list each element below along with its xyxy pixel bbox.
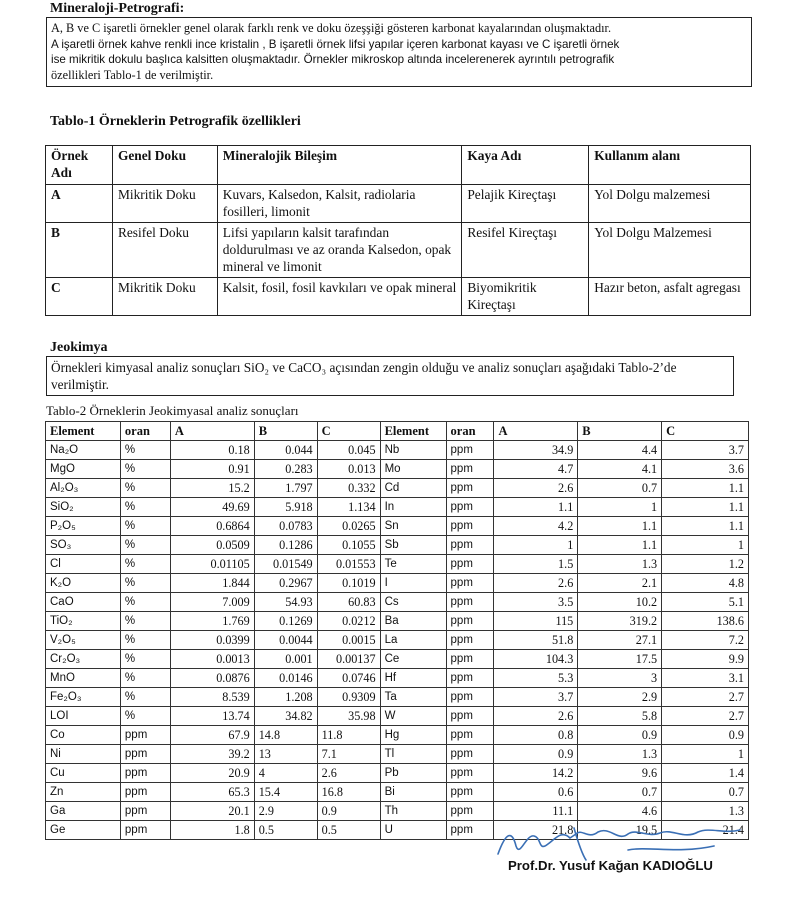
table-cell: Hg — [380, 726, 446, 745]
table-cell: 0.283 — [254, 460, 317, 479]
table-cell: ppm — [120, 783, 170, 802]
table-cell: % — [120, 688, 170, 707]
table-cell: % — [120, 612, 170, 631]
table-cell: 1.1 — [662, 517, 749, 536]
mineraloji-title: Mineraloji-Petrografi: — [50, 1, 185, 16]
table-cell: 3.7 — [494, 688, 578, 707]
table-cell: 11.1 — [494, 802, 578, 821]
table-row — [46, 517, 749, 536]
bilesim-cell: Lifsi yapıların kalsit tarafından doldurulması ve az oranda Kalsedon, opak mineral ve limonit — [217, 223, 462, 278]
jeokimya-text: Örnekleri kimyasal analiz sonuçları SiO₂ ve CaCO₃ açısından zengin olduğu ve analiz sonuçları aşağıdaki Tablo-2’de verilmiştir. — [51, 360, 677, 392]
table-row — [46, 783, 749, 802]
table-cell: ppm — [446, 460, 494, 479]
table-cell: 1.4 — [662, 764, 749, 783]
table-cell: 0.1286 — [254, 536, 317, 555]
table-cell: 2.6 — [494, 479, 578, 498]
table-cell: 65.3 — [170, 783, 254, 802]
table-cell: 5.3 — [494, 669, 578, 688]
table-cell: 3.6 — [662, 460, 749, 479]
col-header-left-a: A — [170, 422, 254, 441]
table-cell: ppm — [446, 802, 494, 821]
table-cell: ppm — [446, 669, 494, 688]
table-cell: Ni — [46, 745, 121, 764]
table-cell: 2.9 — [578, 688, 662, 707]
table-row — [46, 278, 751, 316]
table-cell: 1.844 — [170, 574, 254, 593]
table-cell: 0.6864 — [170, 517, 254, 536]
table-cell: 319.2 — [578, 612, 662, 631]
table-cell: 0.9 — [317, 802, 380, 821]
table-cell: Hf — [380, 669, 446, 688]
table-cell: 0.045 — [317, 441, 380, 460]
table-cell: 1.1 — [494, 498, 578, 517]
kaya-cell: Resifel Kireçtaşı — [462, 223, 589, 278]
petrografi-table — [45, 145, 751, 316]
table-cell: 3.5 — [494, 593, 578, 612]
table-cell: 0.044 — [254, 441, 317, 460]
table-cell: 1.769 — [170, 612, 254, 631]
table-cell: 0.0015 — [317, 631, 380, 650]
table-cell: ppm — [446, 612, 494, 631]
table-cell: 0.9 — [662, 726, 749, 745]
table-cell: 10.2 — [578, 593, 662, 612]
table-cell: ppm — [446, 783, 494, 802]
table-cell: Nb — [380, 441, 446, 460]
table-cell: 4.2 — [494, 517, 578, 536]
table-cell: 5.918 — [254, 498, 317, 517]
tablo2-caption: Tablo-2 Örneklerin Jeokimyasal analiz sonuçları — [46, 403, 299, 418]
table-cell: 0.7 — [662, 783, 749, 802]
table-cell: 0.91 — [170, 460, 254, 479]
jeokimya-text-box — [46, 356, 734, 396]
table-cell: 0.5 — [317, 821, 380, 840]
table-cell: 51.8 — [494, 631, 578, 650]
table-cell: 2.6 — [494, 707, 578, 726]
table-cell: 1 — [578, 498, 662, 517]
table-cell: 0.001 — [254, 650, 317, 669]
table-cell: Fe₂O₃ — [46, 688, 121, 707]
table-cell: 1.797 — [254, 479, 317, 498]
table-cell: ppm — [446, 764, 494, 783]
table-cell: ppm — [120, 802, 170, 821]
table-cell: 20.1 — [170, 802, 254, 821]
kullanim-cell: Yol Dolgu malzemesi — [589, 185, 751, 223]
table-cell: ppm — [446, 821, 494, 840]
table-cell: 34.82 — [254, 707, 317, 726]
col-header-left-oran: oran — [120, 422, 170, 441]
col-header-right-element: Element — [380, 422, 446, 441]
table-row — [46, 707, 749, 726]
table-cell: Sn — [380, 517, 446, 536]
table-cell: Al₂O₃ — [46, 479, 121, 498]
table-cell: 1.1 — [662, 479, 749, 498]
table-row — [46, 631, 749, 650]
table-cell: % — [120, 650, 170, 669]
table-cell: Th — [380, 802, 446, 821]
table-cell: 1 — [662, 745, 749, 764]
table-cell: 49.69 — [170, 498, 254, 517]
doku-cell: Mikritik Doku — [112, 185, 217, 223]
signature-block — [478, 824, 778, 884]
table-cell: In — [380, 498, 446, 517]
table-cell: ppm — [446, 688, 494, 707]
table-cell: 1 — [494, 536, 578, 555]
col-header-left-b: B — [254, 422, 317, 441]
table-cell: 7.2 — [662, 631, 749, 650]
table-cell: Ge — [46, 821, 121, 840]
table-cell: MnO — [46, 669, 121, 688]
table-cell: Ga — [46, 802, 121, 821]
table-row — [46, 612, 749, 631]
table-row — [46, 764, 749, 783]
table-cell: 0.00137 — [317, 650, 380, 669]
table-cell: 0.0746 — [317, 669, 380, 688]
table-cell: % — [120, 460, 170, 479]
table-cell: 20.9 — [170, 764, 254, 783]
jeokimya-title: Jeokimya — [50, 340, 108, 355]
table-cell: % — [120, 574, 170, 593]
table-cell: 4.7 — [494, 460, 578, 479]
col-header-kullanim: Kullanım alanı — [589, 146, 751, 185]
table-cell: 0.2967 — [254, 574, 317, 593]
table-cell: ppm — [446, 479, 494, 498]
table-cell: 5.8 — [578, 707, 662, 726]
table-row — [46, 479, 749, 498]
table-cell: 39.2 — [170, 745, 254, 764]
table-cell: 4.8 — [662, 574, 749, 593]
table-cell: Zn — [46, 783, 121, 802]
table-cell: 4 — [254, 764, 317, 783]
table-cell: 0.0399 — [170, 631, 254, 650]
table-cell: Sb — [380, 536, 446, 555]
table-cell: 1.134 — [317, 498, 380, 517]
table-cell: Te — [380, 555, 446, 574]
table-cell: 0.9309 — [317, 688, 380, 707]
table-cell: ppm — [446, 745, 494, 764]
table-cell: 34.9 — [494, 441, 578, 460]
table-cell: U — [380, 821, 446, 840]
table-cell: 0.0013 — [170, 650, 254, 669]
col-header-right-oran: oran — [446, 422, 494, 441]
table-row — [46, 460, 749, 479]
ornek-cell: C — [46, 278, 113, 316]
table-cell: 0.9 — [578, 726, 662, 745]
table-cell: Pb — [380, 764, 446, 783]
table-cell: 17.5 — [578, 650, 662, 669]
table-cell: 0.1055 — [317, 536, 380, 555]
table-cell: 2.7 — [662, 707, 749, 726]
ornek-cell: A — [46, 185, 113, 223]
table-cell: 54.93 — [254, 593, 317, 612]
table-row — [46, 688, 749, 707]
table-cell: 21.8 — [494, 821, 578, 840]
table-cell: 0.0044 — [254, 631, 317, 650]
table-cell: 1.8 — [170, 821, 254, 840]
table-row — [46, 223, 751, 278]
table-cell: TiO₂ — [46, 612, 121, 631]
bilesim-cell: Kuvars, Kalsedon, Kalsit, radiolaria fosilleri, limonit — [217, 185, 462, 223]
table-cell: ppm — [120, 745, 170, 764]
col-header-right-a: A — [494, 422, 578, 441]
table-cell: 0.7 — [578, 783, 662, 802]
table-cell: La — [380, 631, 446, 650]
table-row — [46, 802, 749, 821]
table-cell: ppm — [120, 764, 170, 783]
table-cell: ppm — [446, 707, 494, 726]
table-cell: 0.013 — [317, 460, 380, 479]
table-cell: 0.0146 — [254, 669, 317, 688]
table-cell: 0.5 — [254, 821, 317, 840]
table-cell: 60.83 — [317, 593, 380, 612]
table-header-row — [46, 146, 751, 185]
table-cell: Ba — [380, 612, 446, 631]
table-cell: MgO — [46, 460, 121, 479]
table-cell: 4.6 — [578, 802, 662, 821]
table-row — [46, 650, 749, 669]
table-cell: 19.5 — [578, 821, 662, 840]
table-cell: P₂O₅ — [46, 517, 121, 536]
table-cell: SiO₂ — [46, 498, 121, 517]
table-cell: % — [120, 536, 170, 555]
table-cell: W — [380, 707, 446, 726]
jeokimya-table — [45, 421, 749, 840]
table-cell: 0.0212 — [317, 612, 380, 631]
table-cell: 4.1 — [578, 460, 662, 479]
table-cell: ppm — [120, 726, 170, 745]
table-cell: 5.1 — [662, 593, 749, 612]
table-cell: ppm — [446, 517, 494, 536]
table-cell: % — [120, 517, 170, 536]
table-cell: 1.5 — [494, 555, 578, 574]
table-cell: % — [120, 669, 170, 688]
table-cell: 0.9 — [494, 745, 578, 764]
table-cell: 14.2 — [494, 764, 578, 783]
table-cell: ppm — [446, 498, 494, 517]
mineraloji-text-box — [46, 17, 752, 87]
table-cell: 2.9 — [254, 802, 317, 821]
table-cell: 1.3 — [578, 745, 662, 764]
table-cell: 0.0509 — [170, 536, 254, 555]
kaya-cell: Pelajik Kireçtaşı — [462, 185, 589, 223]
table-cell: 2.1 — [578, 574, 662, 593]
table-cell: SO₃ — [46, 536, 121, 555]
table-cell: 138.6 — [662, 612, 749, 631]
table-cell: 9.6 — [578, 764, 662, 783]
table-row — [46, 593, 749, 612]
table-cell: 1.3 — [578, 555, 662, 574]
table-cell: 4.4 — [578, 441, 662, 460]
table-cell: Co — [46, 726, 121, 745]
table-cell: 67.9 — [170, 726, 254, 745]
table-cell: 2.7 — [662, 688, 749, 707]
table-row — [46, 536, 749, 555]
table-cell: 3 — [578, 669, 662, 688]
table-cell: 1.1 — [662, 498, 749, 517]
table-cell: 15.2 — [170, 479, 254, 498]
table-cell: 2.6 — [317, 764, 380, 783]
table-cell: 0.01105 — [170, 555, 254, 574]
table-cell: 13 — [254, 745, 317, 764]
table-cell: 0.8 — [494, 726, 578, 745]
table-cell: 0.1269 — [254, 612, 317, 631]
table-cell: 0.7 — [578, 479, 662, 498]
col-header-right-c: C — [662, 422, 749, 441]
bilesim-cell: Kalsit, fosil, fosil kavkıları ve opak mineral — [217, 278, 462, 316]
table-cell: 7.009 — [170, 593, 254, 612]
table-cell: 13.74 — [170, 707, 254, 726]
table-cell: 3.1 — [662, 669, 749, 688]
table-cell: 0.332 — [317, 479, 380, 498]
table-cell: Cr₂O₃ — [46, 650, 121, 669]
col-header-ornek: Örnek Adı — [46, 146, 113, 185]
table-row — [46, 441, 749, 460]
col-header-kaya: Kaya Adı — [462, 146, 589, 185]
table-cell: 1.2 — [662, 555, 749, 574]
table-cell: I — [380, 574, 446, 593]
table-cell: Cs — [380, 593, 446, 612]
kullanim-cell: Yol Dolgu Malzemesi — [589, 223, 751, 278]
table-cell: 8.539 — [170, 688, 254, 707]
table-cell: K₂O — [46, 574, 121, 593]
col-header-left-element: Element — [46, 422, 121, 441]
table-cell: 2.6 — [494, 574, 578, 593]
doku-cell: Mikritik Doku — [112, 278, 217, 316]
mineraloji-line-2: A işaretli örnek kahve renkli ince kristalin , B işaretli örnek lifsi yapılar içeren karbonat kayası ve C işaretli örnek — [51, 37, 620, 51]
table-cell: % — [120, 498, 170, 517]
table-cell: Ce — [380, 650, 446, 669]
table-row — [46, 574, 749, 593]
table-cell: 1.3 — [662, 802, 749, 821]
col-header-bilesim: Mineralojik Bileşim — [217, 146, 462, 185]
col-header-right-b: B — [578, 422, 662, 441]
mineraloji-line-4: özellikleri Tablo-1 de verilmiştir. — [51, 67, 214, 82]
table-header-row — [46, 422, 749, 441]
table-cell: % — [120, 479, 170, 498]
table-cell: LOI — [46, 707, 121, 726]
table-cell: Bi — [380, 783, 446, 802]
table-row — [46, 185, 751, 223]
table-cell: 9.9 — [662, 650, 749, 669]
table-cell: 0.6 — [494, 783, 578, 802]
table-cell: ppm — [446, 574, 494, 593]
table-cell: ppm — [446, 555, 494, 574]
table-cell: 0.0783 — [254, 517, 317, 536]
table-row — [46, 745, 749, 764]
kaya-cell: Biyomikritik Kireçtaşı — [462, 278, 589, 316]
table-cell: 0.18 — [170, 441, 254, 460]
table-cell: 14.8 — [254, 726, 317, 745]
table-cell: ppm — [446, 631, 494, 650]
tablo1-title: Tablo-1 Örneklerin Petrografik özellikleri — [50, 114, 301, 129]
table-cell: 11.8 — [317, 726, 380, 745]
mineraloji-line-1: A, B ve C işaretli örnekler genel olarak farklı renk ve doku özeşşiği gösteren karbonat kayalarından oluşmaktadır. — [51, 21, 612, 35]
table-cell: ppm — [446, 650, 494, 669]
table-row — [46, 555, 749, 574]
table-cell: 104.3 — [494, 650, 578, 669]
table-cell: % — [120, 593, 170, 612]
table-cell: 7.1 — [317, 745, 380, 764]
table-cell: ppm — [446, 726, 494, 745]
ornek-cell: B — [46, 223, 113, 278]
table-cell: 115 — [494, 612, 578, 631]
table-row — [46, 669, 749, 688]
table-cell: 1.208 — [254, 688, 317, 707]
table-cell: ppm — [446, 536, 494, 555]
table-cell: 0.0265 — [317, 517, 380, 536]
table-cell: % — [120, 441, 170, 460]
table-cell: % — [120, 631, 170, 650]
table-cell: 3.7 — [662, 441, 749, 460]
table-cell: Mo — [380, 460, 446, 479]
kullanim-cell: Hazır beton, asfalt agregası — [589, 278, 751, 316]
table-cell: Tl — [380, 745, 446, 764]
table-cell: Cl — [46, 555, 121, 574]
signature-name: Prof.Dr. Yusuf Kağan KADIOĞLU — [508, 858, 713, 873]
table-cell: % — [120, 555, 170, 574]
table-cell: 0.1019 — [317, 574, 380, 593]
table-cell: ppm — [446, 593, 494, 612]
table-cell: CaO — [46, 593, 121, 612]
mineraloji-line-3: ise mikritik dokulu başlıca kalsitten oluşmaktadır. Örnekler mikroskop altında incelerenerek ayrıntılı petrografik — [51, 53, 615, 66]
table-cell: 15.4 — [254, 783, 317, 802]
table-row — [46, 726, 749, 745]
table-cell: ppm — [446, 441, 494, 460]
table-cell: 27.1 — [578, 631, 662, 650]
table-cell: Na₂O — [46, 441, 121, 460]
table-row — [46, 498, 749, 517]
table-cell: 1.1 — [578, 536, 662, 555]
table-cell: 0.0876 — [170, 669, 254, 688]
table-cell: Cd — [380, 479, 446, 498]
table-cell: 21.4 — [662, 821, 749, 840]
table-cell: 35.98 — [317, 707, 380, 726]
table-cell: 0.01549 — [254, 555, 317, 574]
table-cell: Cu — [46, 764, 121, 783]
table-cell: 1.1 — [578, 517, 662, 536]
table-cell: % — [120, 707, 170, 726]
table-cell: ppm — [120, 821, 170, 840]
table-cell: 16.8 — [317, 783, 380, 802]
table-cell: 1 — [662, 536, 749, 555]
doku-cell: Resifel Doku — [112, 223, 217, 278]
col-header-left-c: C — [317, 422, 380, 441]
col-header-doku: Genel Doku — [112, 146, 217, 185]
table-cell: V₂O₅ — [46, 631, 121, 650]
table-cell: Ta — [380, 688, 446, 707]
table-cell: 0.01553 — [317, 555, 380, 574]
